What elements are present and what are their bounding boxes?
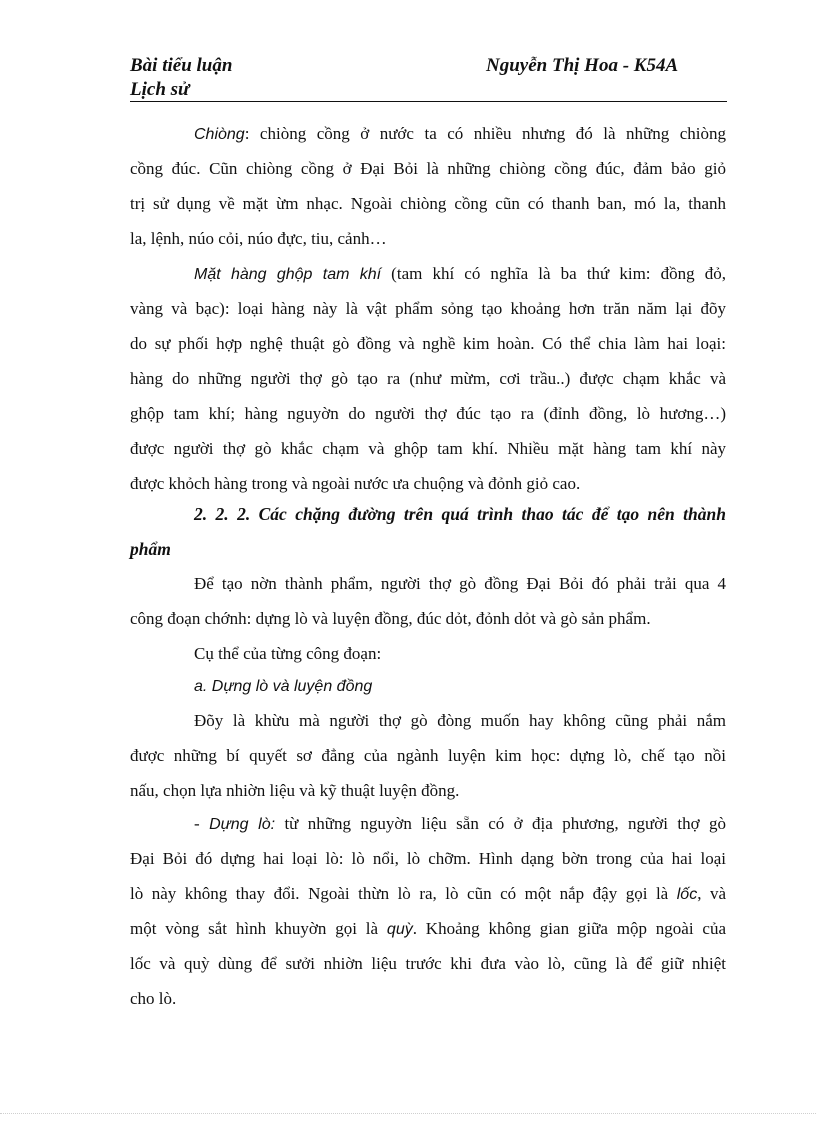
text-run: : chiòng cồng ở nước ta có nhiều nhưng đó là những chiòng bbox=[244, 124, 726, 143]
paragraph-line bbox=[194, 263, 726, 297]
section-heading: 2. 2. 2. Các chặng đường trên quá trình thao tác để tạo nên thành bbox=[194, 504, 726, 524]
term-italic: Chiòng bbox=[194, 126, 245, 143]
paragraph-line: la, lệnh, núo cỏi, núo đực, tiu, cảnh… bbox=[130, 229, 387, 248]
dash: - bbox=[194, 814, 210, 833]
paragraph-line: Đõy là khừu mà người thợ gò đòng muốn hay không cũng phải nắm bbox=[194, 711, 726, 730]
paragraph-line: công đoạn chớnh: dựng lò và luyện đồng, đúc dỏt, đỏnh dỏt và gò sản phẩm. bbox=[130, 609, 651, 628]
paragraph-line: Đại Bỏi đó dựng hai loại lò: lò nổi, lò chỡm. Hình dạng bờn trong của hai loại bbox=[130, 849, 726, 868]
paragraph-line bbox=[194, 123, 726, 157]
header-subject: Lịch sử bbox=[130, 79, 190, 100]
term-italic: lốc bbox=[676, 886, 698, 903]
text-run: lò này không thay đổi. Ngoài thừn lò ra, lò cũn có một nắp đậy gọi là bbox=[130, 884, 677, 903]
header-rule bbox=[130, 101, 727, 102]
paragraph-line: cho lò. bbox=[130, 989, 177, 1008]
paragraph-line: vàng và bạc): loại hàng này là vật phẩm sỏng tạo khoảng hơn trăn năm lại đõy bbox=[130, 299, 726, 318]
term-italic: quỳ bbox=[386, 921, 413, 938]
term-italic: Mặt hàng ghộp tam khí bbox=[194, 266, 382, 283]
text-run: , và bbox=[697, 884, 727, 903]
term-italic: Dựng lò: bbox=[209, 816, 276, 833]
paragraph-line: lốc và quỳ dùng để sưởi nhiờn liệu trước khi đưa vào lò, cũng là để giữ nhiệt bbox=[130, 954, 726, 973]
text-run: . Khoảng không gian giữa mộp ngoài của bbox=[412, 919, 726, 938]
paragraph-line: Để tạo nờn thành phẩm, người thợ gò đồng Đại Bỏi đó phải trải qua 4 bbox=[194, 574, 726, 593]
page-bottom-border bbox=[0, 1113, 816, 1114]
text-run: một vòng sắt hình khuyờn gọi là bbox=[130, 919, 387, 938]
header-author: Nguyễn Thị Hoa - K54A bbox=[486, 55, 679, 76]
subheading-a: a. Dựng lò và luyện đồng bbox=[194, 678, 373, 695]
paragraph-line: cồng đúc. Cũn chiòng cồng ở Đại Bỏi là những chiòng cồng đúc, đảm bảo giỏ bbox=[130, 159, 726, 178]
paragraph-line: hàng do những người thợ gò tạo ra (như mừm, cơi trầu..) được chạm khắc và bbox=[130, 369, 726, 388]
paragraph-line: do sự phối hợp nghệ thuật gò đồng và nghề kim hoàn. Có thể chia làm hai loại: bbox=[130, 334, 726, 353]
paragraph-line: được những bí quyết sơ đẳng của ngành luyện kim học: dựng lò, chế tạo nồi bbox=[130, 746, 726, 765]
paragraph-line: Cụ thể của từng công đoạn: bbox=[194, 644, 382, 663]
paragraph-line bbox=[130, 883, 726, 917]
paragraph-line bbox=[194, 813, 726, 847]
paragraph-line: trị sử dụng về mặt ừm nhạc. Ngoài chiòng cồng cũn có thanh ban, mó la, thanh bbox=[130, 194, 726, 213]
header-title: Bài tiểu luận bbox=[130, 55, 233, 76]
section-heading-cont: phẩm bbox=[130, 539, 171, 559]
text-run: (tam khí có nghĩa là ba thứ kim: đồng đỏ, bbox=[381, 264, 726, 283]
paragraph-line: được người thợ gò khắc chạm và ghộp tam khí. Nhiều mặt hàng tam khí này bbox=[130, 439, 726, 458]
paragraph-line: ghộp tam khí; hàng nguyờn do người thợ đúc tạo ra (đỉnh đồng, lò hương…) bbox=[130, 404, 726, 423]
paragraph-line bbox=[130, 918, 726, 952]
paragraph-line: nấu, chọn lựa nhiờn liệu và kỹ thuật luyện đồng. bbox=[130, 781, 460, 800]
text-run: từ những nguyờn liệu sẵn có ở địa phương, người thợ gò bbox=[275, 814, 726, 833]
paragraph-line: được khỏch hàng trong và ngoài nước ưa chuộng và đỏnh giỏ cao. bbox=[130, 474, 581, 493]
